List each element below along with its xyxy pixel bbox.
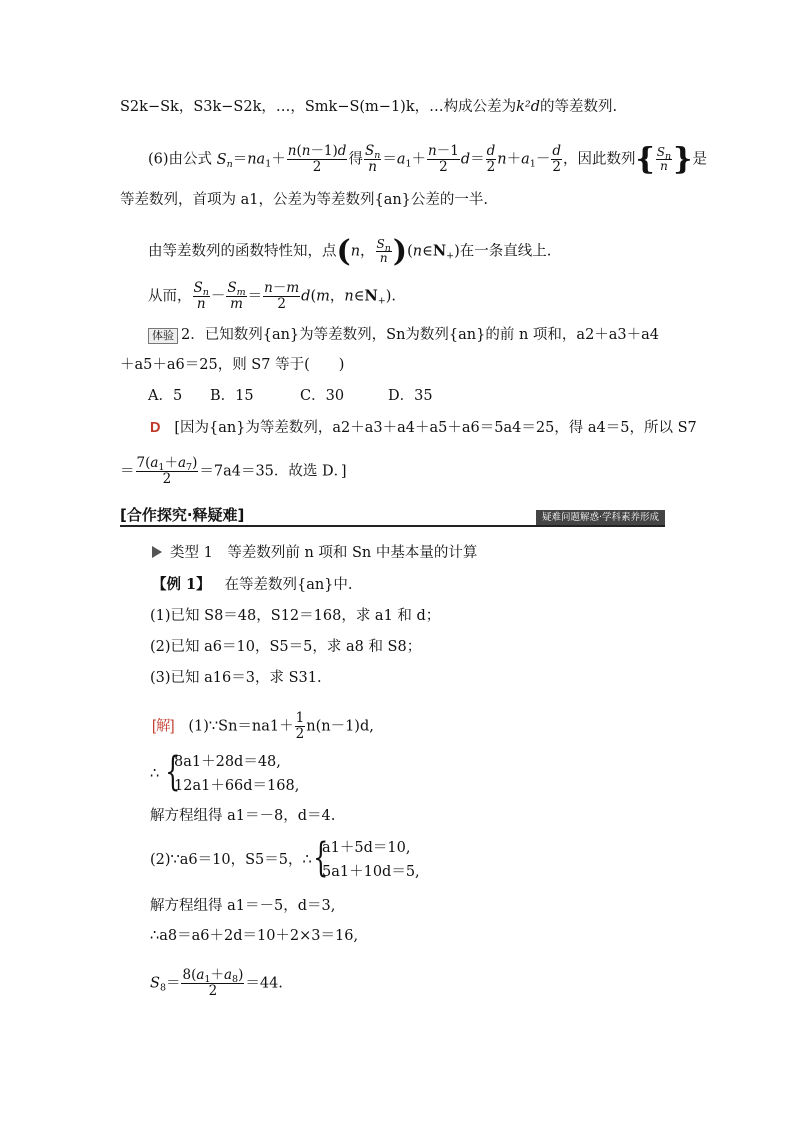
- frac-n-n-1-d-over-2: $\frac{n(n-1)d}{2}$: [287, 143, 347, 175]
- solution-s2-a8: ∴a8＝a6＋2d＝10＋2×3＝16,: [150, 928, 359, 944]
- example-heading: [152, 575, 353, 595]
- solution-s2-s8-tail: ＝44.: [245, 975, 283, 992]
- frac-n-m-over-2: $\frac{n-m}{2}$: [264, 280, 300, 312]
- formula-6-de: 得: [348, 151, 363, 168]
- function-property-tail: 在一条直线上.: [459, 243, 552, 260]
- section-title: [合作探究·释疑难]: [120, 506, 245, 524]
- tiyan-question-text1: 2．已知数列{an}为等差数列，Sn为数列{an}的前 n 项和，a2＋a3＋a4: [181, 327, 660, 343]
- solution-s2-result: 解方程组得 a1＝－5，d＝3,: [150, 898, 336, 914]
- therefore-sys1: ∴: [150, 766, 160, 782]
- solution-s2-lead: (2)∵a6＝10，S5＝5，∴: [150, 852, 312, 868]
- brace-sys1: {: [165, 749, 181, 795]
- solution-s1-tail: n(n－1)d,: [306, 718, 374, 735]
- tiyan-answer-line2: ＝ $\frac{7(a_1+a_7)}{2}$ ＝7a4＝35．故选 D．]: [120, 455, 347, 487]
- frac-n-1-over-2: $\frac{n-1}{2}$: [428, 143, 459, 175]
- example-q1: (1)已知 S8＝48，S12＝168，求 a1 和 d；: [150, 608, 441, 624]
- sys2-eq2: 5a1＋10d＝5,: [322, 864, 420, 880]
- function-property-lead: 由等差数列的函数特性知，点: [148, 243, 337, 260]
- answer-text1: [因为{an}为等差数列，a2＋a3＋a4＋a5＋a6＝5a4＝25，得 a4＝5，所以 S7: [174, 420, 697, 436]
- sys1-eq2: 12a1＋66d＝168,: [174, 778, 300, 794]
- function-property-line: 由等差数列的函数特性知，点(n， $\frac{S_n}{n}$ )$(n\in N_+)$在一条直线上.: [148, 233, 552, 269]
- frac-d-over-2-b: $\frac{d}{2}$: [552, 143, 561, 175]
- tiyan-options: [148, 386, 433, 406]
- example-label: 【例 1】: [152, 576, 211, 593]
- option-a: A．5: [148, 388, 183, 404]
- frac-sn-over-n-seq: $\frac{S_n}{n}$: [656, 145, 672, 173]
- formula-6-line2: 等差数列，首项为 a1，公差为等差数列{an}公差的一半.: [120, 192, 489, 208]
- frac-sn-over-n-c: $\frac{S_n}{n}$: [193, 280, 209, 312]
- frac-7-a1-a7-over-2: $\frac{7(a_1+a_7)}{2}$: [136, 455, 198, 487]
- conclusion-line: 从而， $\frac{S_n}{n}$ － $\frac{S_m}{m}$ ＝ $\frac{n-m}{2}$ d(m，$n\in N_+$).: [148, 280, 396, 312]
- tiyan-question-line2: ＋a5＋a6＝25，则 S7 等于( ): [120, 357, 345, 373]
- sequence-terms-tail: 的等差数列.: [540, 99, 618, 115]
- type1-label: 类型 1 等差数列前 n 项和 Sn 中基本量的计算: [170, 545, 478, 561]
- solution-s1-lead: (1)∵Sn＝na1＋: [188, 718, 294, 735]
- frac-1-over-2: $\frac{1}{2}$: [295, 710, 305, 742]
- sequence-terms-text: S2k−Sk，S3k−S2k，…，Smk−S(m−1)k，…构成公差为: [120, 99, 517, 115]
- play-triangle-icon: [152, 546, 162, 558]
- k2d-term: k²d: [516, 99, 541, 115]
- solution-s1-result: 解方程组得 a1＝－8，d＝4.: [150, 808, 336, 824]
- option-c: C．30: [300, 388, 345, 404]
- answer-letter: D: [150, 420, 161, 436]
- solution-line1: [152, 711, 374, 742]
- answer-text2: ＝7a4＝35．故选 D．]: [199, 463, 347, 480]
- solution-jie: [解]: [152, 718, 175, 735]
- section-header: [120, 505, 665, 527]
- sys2-eq1: a1＋5d＝10,: [322, 840, 411, 856]
- tiyan-answer-line1: [150, 418, 697, 438]
- frac-sn-over-n-point: $\frac{S_n}{n}$: [376, 237, 391, 265]
- formula-6-lead: (6)由公式: [148, 151, 213, 168]
- type1-heading: [152, 543, 477, 563]
- solution-s2-s8: $S_8=$ $\frac{8(a_1+a_8)}{2}$ ＝44.: [150, 967, 283, 999]
- formula-6-yinci: ，因此数列: [562, 151, 636, 168]
- frac-sm-over-m: $\frac{S_m}{m}$: [227, 280, 246, 312]
- tiyan-question-line1: [148, 325, 659, 345]
- option-b: B．15: [210, 388, 254, 404]
- example-stem: 在等差数列{an}中.: [224, 577, 353, 593]
- example-q2: (2)已知 a6＝10，S5＝5，求 a8 和 S8；: [150, 639, 422, 655]
- frac-d-over-2: $\frac{d}{2}$: [486, 143, 496, 175]
- frac-8-a1-a8-over-2: $\frac{8(a_1+a_8)}{2}$: [182, 967, 244, 999]
- section-tag: 疑难问题解惑·学科素养形成: [536, 510, 665, 525]
- tiyan-badge: 体验: [148, 328, 178, 344]
- conclusion-lead: 从而，: [148, 288, 192, 305]
- line-sequence-terms: [120, 97, 617, 117]
- section-rule: [120, 525, 665, 527]
- sys1-eq1: 8a1＋28d＝48,: [174, 754, 281, 770]
- frac-sn-over-n: $\frac{S_n}{n}$: [364, 143, 381, 175]
- example-q3: (3)已知 a16＝3，求 S31.: [150, 670, 322, 686]
- option-d: D．35: [388, 388, 433, 404]
- formula-6-line: (6)由公式 $S_n=na_1+$ $\frac{n(n-1)d}{2}$ 得 $\frac{S_n}{n}$ $=a_1+$ $\frac{n-1}{2}$ d＝ $\frac{d}{2}$ $n+a_1-$ $\frac{d}{2}$ ，因此数列{ $\frac{S_n}{n}$ }是: [148, 141, 707, 177]
- brace-sys2: {: [313, 835, 329, 881]
- formula-6-shi: 是: [692, 151, 707, 168]
